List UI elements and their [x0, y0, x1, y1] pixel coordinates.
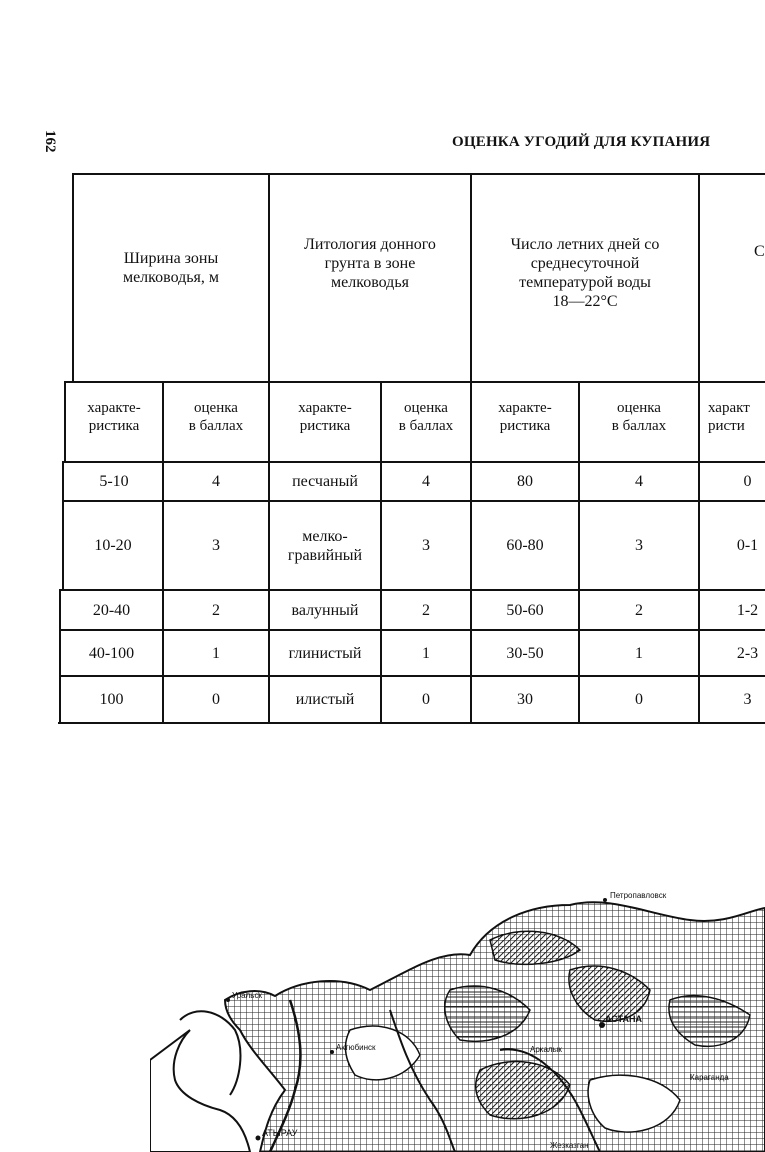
table-cell: 1 — [635, 644, 643, 662]
map-label-atyrau: АТЫРАУ — [262, 1128, 298, 1138]
table-cell: 0-1 — [736, 537, 759, 554]
map-label-petropavlovsk: Петропавловск — [610, 891, 667, 900]
table-cell: 3 — [212, 537, 220, 554]
table-cell: 4 — [422, 473, 430, 490]
table-cell: 2 — [212, 601, 220, 619]
table-cell: 4 — [635, 473, 643, 490]
table-cell: 4 — [212, 473, 220, 490]
table-cell: 3 — [422, 537, 430, 554]
table-cell: 30-50 — [506, 644, 544, 662]
table-cell: 0 — [422, 691, 430, 708]
map-label-astana: АСТАНА — [605, 1014, 642, 1024]
table-cell: песчаный — [292, 473, 358, 490]
table-cell: 2 — [422, 601, 430, 619]
header-fourth-cut: С — [754, 242, 765, 260]
subheader-characteristic-cut: характ ристи — [708, 400, 750, 434]
table-cell: валунный — [291, 601, 359, 619]
header-summer-days: Число летних дней со среднесуточной температурой воды 18—22°C — [510, 236, 660, 310]
table-cell: мелко- гравийный — [287, 527, 363, 564]
table-cell: 0 — [635, 691, 643, 708]
table-cell: 1 — [422, 644, 430, 662]
table-cell: 2-3 — [736, 644, 759, 662]
table-cell: 60-80 — [506, 537, 544, 554]
table-cell: 30 — [517, 691, 533, 708]
header-shallow-width: Ширина зоны мелководья, м — [122, 250, 220, 286]
table-cell: 40-100 — [88, 644, 135, 662]
table-cell: 0 — [212, 691, 220, 708]
subheader-score: оценка в баллах — [398, 400, 454, 434]
table-cell: 0 — [743, 473, 752, 490]
map-label-karaganda: Караганда — [690, 1073, 729, 1082]
header-lithology: Литология донного грунта в зоне мелководья — [304, 235, 436, 291]
subheader-characteristic: характе- ристика — [87, 400, 141, 434]
table-cell: глинистый — [288, 644, 362, 662]
evaluation-table — [58, 173, 765, 725]
table-cell: 3 — [635, 537, 643, 554]
table-cell: 2 — [635, 601, 643, 619]
table-cell: 1 — [212, 644, 220, 662]
caspian-outline — [150, 1030, 250, 1152]
table-cell: 5-10 — [99, 473, 129, 490]
map-label-uralsk: Уральск — [232, 991, 262, 1000]
page-number: 162 — [42, 130, 58, 153]
table-cell: 20-40 — [92, 601, 131, 619]
map-label-arkalyk: Аркалык — [530, 1045, 562, 1054]
table-cell: 50-60 — [506, 601, 544, 619]
table-cell: 1-2 — [736, 601, 759, 619]
map-label-aktobe: Актюбинск — [336, 1043, 376, 1052]
subheader-characteristic: характе- ристика — [298, 400, 352, 434]
table-cell: илистый — [295, 691, 355, 708]
subheader-score: оценка в баллах — [611, 400, 667, 434]
table-cell: 100 — [99, 691, 124, 708]
table-cell: 3 — [743, 691, 752, 708]
subheader-score: оценка в баллах — [188, 400, 244, 434]
table-cell: 10-20 — [94, 537, 132, 554]
kazakhstan-map — [150, 880, 765, 1152]
table-cell: 80 — [517, 473, 533, 490]
map-label-zhezkazgan: Жезказган — [550, 1141, 589, 1150]
running-head: ОЦЕНКА УГОДИЙ ДЛЯ КУПАНИЯ — [452, 134, 711, 150]
subheader-characteristic: характе- ристика — [498, 400, 552, 434]
